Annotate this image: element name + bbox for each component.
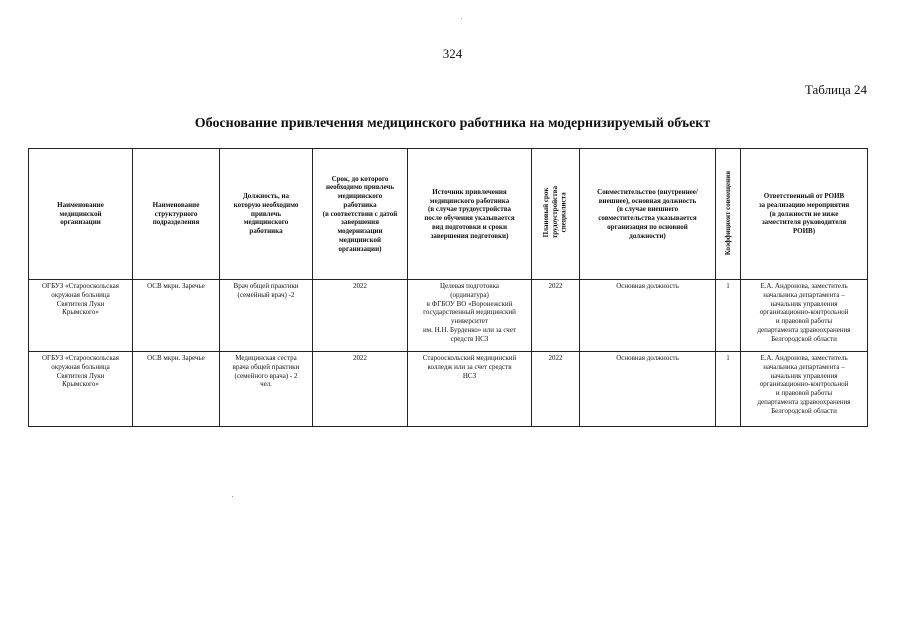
cell-position: Медицинская сестра врача общей практики (семейного врача) - 2 чел. [220,352,313,427]
cell-deadline: 2022 [313,352,408,427]
cell-source: Старооскольский медицинский колледж или за счет средств НСЗ [408,352,532,427]
cell-coefficient: 1 [716,352,741,427]
header-planned-date: Плановый срок трудоустройства специалиста [532,149,580,280]
header-source: Источник привлечения медицинского работника (в случае трудоустройства после обучения указывается вид подготовки и сроки завершения подготовки) [408,149,532,280]
cell-position: Врач общей практики (семейный врач) -2 [220,280,313,352]
header-combination: Совместительство (внутреннее/ внешнее), основная должность (в случае внешнего совместительства указывается организация по основной должности) [580,149,716,280]
cell-deadline: 2022 [313,280,408,352]
cell-combination: Основная должность [580,352,716,427]
header-department: Наименование структурного подразделения [133,149,220,280]
cell-combination: Основная должность [580,280,716,352]
header-coefficient: Коэффициент совмещения [716,149,741,280]
cell-responsible: Е.А. Андронова, заместитель начальника департамента – начальник управления организационно-контрольной и правовой работы департамента здравоохранения Белгородской области [741,280,868,352]
cell-responsible: Е.А. Андронова, заместитель начальника департамента – начальник управления организационно-контрольной и правовой работы департамента здравоохранения Белгородской области [741,352,868,427]
table-row [29,280,868,352]
cell-department: ОСВ мкрн. Заречье [133,280,220,352]
page-number: 324 [442,46,463,61]
cell-organization: ОГБУЗ «Старооскольская окружная больница Святителя Луки Крымского» [29,280,133,352]
header-deadline: Срок, до которого необходимо привлечь медицинского работника (в соответствии с датой завершения модернизации медицинской организации) [313,149,408,280]
cell-organization: ОГБУЗ «Старооскольская окружная больница Святителя Луки Крымского» [29,352,133,427]
scan-speck [232,496,233,497]
header-organization: Наименование медицинской организации [29,149,133,280]
justification-table [28,148,868,427]
cell-coefficient: 1 [716,280,741,352]
table-row [29,352,868,427]
cell-planned-date: 2022 [532,280,580,352]
header-responsible: Ответственный от РОИВ за реализацию мероприятия (в должности не ниже заместителя руководителя РОИВ) [741,149,868,280]
cell-planned-date: 2022 [532,352,580,427]
cell-department: ОСВ мкрн. Заречье [133,352,220,427]
scan-speck [461,18,462,19]
header-position: Должность, на которую необходимо привлечь медицинского работника [220,149,313,280]
table-header-row [29,149,868,280]
table-label: Таблица 24 [804,82,867,97]
document-title: Обоснование привлечения медицинского работника на модернизируемый объект [194,116,711,131]
cell-source: Целевая подготовка (ординатура) в ФГБОУ ВО «Воронежский государственный медицинский университет им. Н.Н. Бурденко» или за счет средств НСЗ [408,280,532,352]
